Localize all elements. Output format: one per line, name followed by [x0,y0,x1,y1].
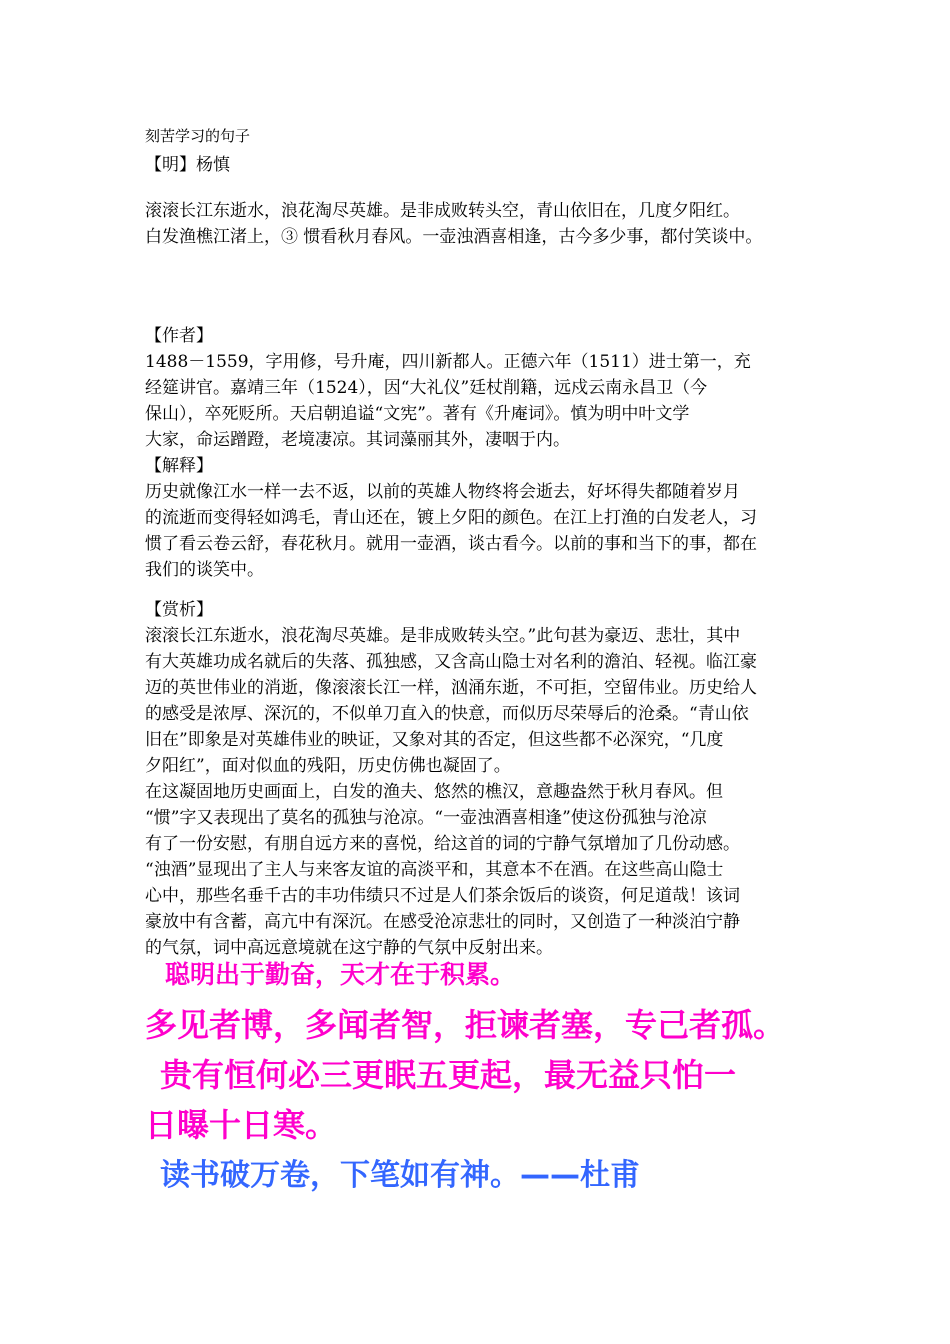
appreciation-line: “浊酒”显现出了主人与来客友谊的高淡平和，其意本不在酒。在这些高山隐士 [145,860,724,880]
appreciation-line: “惯”字又表现出了莫名的孤独与沧凉。“一壶浊酒喜相逢”使这份孤独与沧凉 [145,808,707,828]
appreciation-line: 的感受是浓厚、深沉的，不似单刀直入的快意，而似历尽荣辱后的沧桑。“青山依 [145,704,749,724]
appreciation-line: 滚滚长江东逝水，浪花淘尽英雄。是非成败转头空。”此句甚为豪迈、悲壮，其中 [145,626,741,646]
poem-line: 白发渔樵江渚上，③ 惯看秋月春风。一壶浊酒喜相逢，古今多少事，都付笑谈中。 [145,227,763,247]
appreciation-line: 夕阳红”，面对似血的残阳，历史仿佛也凝固了。 [145,756,511,776]
explain-line: 的流逝而变得轻如鸿毛，青山还在，镀上夕阳的颜色。在江上打渔的白发老人，习 [145,508,757,528]
explain-heading: 【解释】 [145,456,213,476]
quote-perseverance-line1: 贵有恒何必三更眠五更起，最无益只怕一 [160,1056,737,1094]
quote-perseverance-line2: 日曝十日寒。 [145,1106,338,1144]
quote-du-fu: 读书破万卷，下笔如有神。——杜甫 [160,1158,640,1193]
author-line: 经筵讲官。嘉靖三年（1524），因“大礼仪”廷杖削籍，远戍云南永昌卫（今 [145,378,708,398]
dynasty-author: 【明】杨慎 [145,155,230,175]
author-line: 保山），卒死贬所。天启朝追谥“文宪”。著有《升庵词》。慎为明中叶文学 [145,404,690,424]
author-line: 1488－1559，字用修，号升庵，四川新都人。正德六年（1511）进士第一，充 [145,352,751,372]
document-title: 刻苦学习的句子 [145,127,251,145]
explain-line: 惯了看云卷云舒，春花秋月。就用一壶酒，谈古看今。以前的事和当下的事，都在 [145,534,757,554]
explain-line: 我们的谈笑中。 [145,560,264,580]
appreciation-line: 的气氛，词中高远意境就在这宁静的气氛中反射出来。 [145,938,553,958]
quote-diligence: 聪明出于勤奋，天才在于积累。 [165,960,516,989]
appreciation-line: 有了一份安慰，有朋自远方来的喜悦，给这首的词的宁静气氛增加了几份动感。 [145,834,740,854]
poem-text [145,198,825,250]
appreciation-heading: 【赏析】 [145,600,213,620]
poem-line: 滚滚长江东逝水，浪花淘尽英雄。是非成败转头空，青山依旧在，几度夕阳红。 [145,201,740,221]
author-line: 大家，命运蹭蹬，老境凄凉。其词藻丽其外，凄咽于内。 [145,430,570,450]
author-section [145,323,825,583]
appreciation-line: 心中，那些名垂千古的丰功伟绩只不过是人们茶余饭后的谈资，何足道哉！该词 [145,886,740,906]
author-heading: 【作者】 [145,326,213,346]
appreciation-line: 有大英雄功成名就后的失落、孤独感，又含高山隐士对名利的澹泊、轻视。临江豪 [145,652,757,672]
explain-line: 历史就像江水一样一去不返，以前的英雄人物终将会逝去，好坏得失都随着岁月 [145,482,740,502]
appreciation-line: 豪放中有含蓄，高亢中有深沉。在感受沧凉悲壮的同时，又创造了一种淡泊宁静 [145,912,740,932]
quote-knowledge: 多见者博，多闻者智，拒谏者塞，专己者孤。 [145,1006,786,1044]
appreciation-line: 旧在”即象是对英雄伟业的映证，又象对其的否定，但这些都不必深究，“几度 [145,730,724,750]
appreciation-line: 在这凝固地历史画面上，白发的渔夫、悠然的樵汉，意趣盎然于秋月春风。但 [145,782,723,802]
appreciation-section [145,597,825,961]
appreciation-line: 迈的英世伟业的消逝，像滚滚长江一样，汹涌东逝，不可拒，空留伟业。历史给人 [145,678,757,698]
